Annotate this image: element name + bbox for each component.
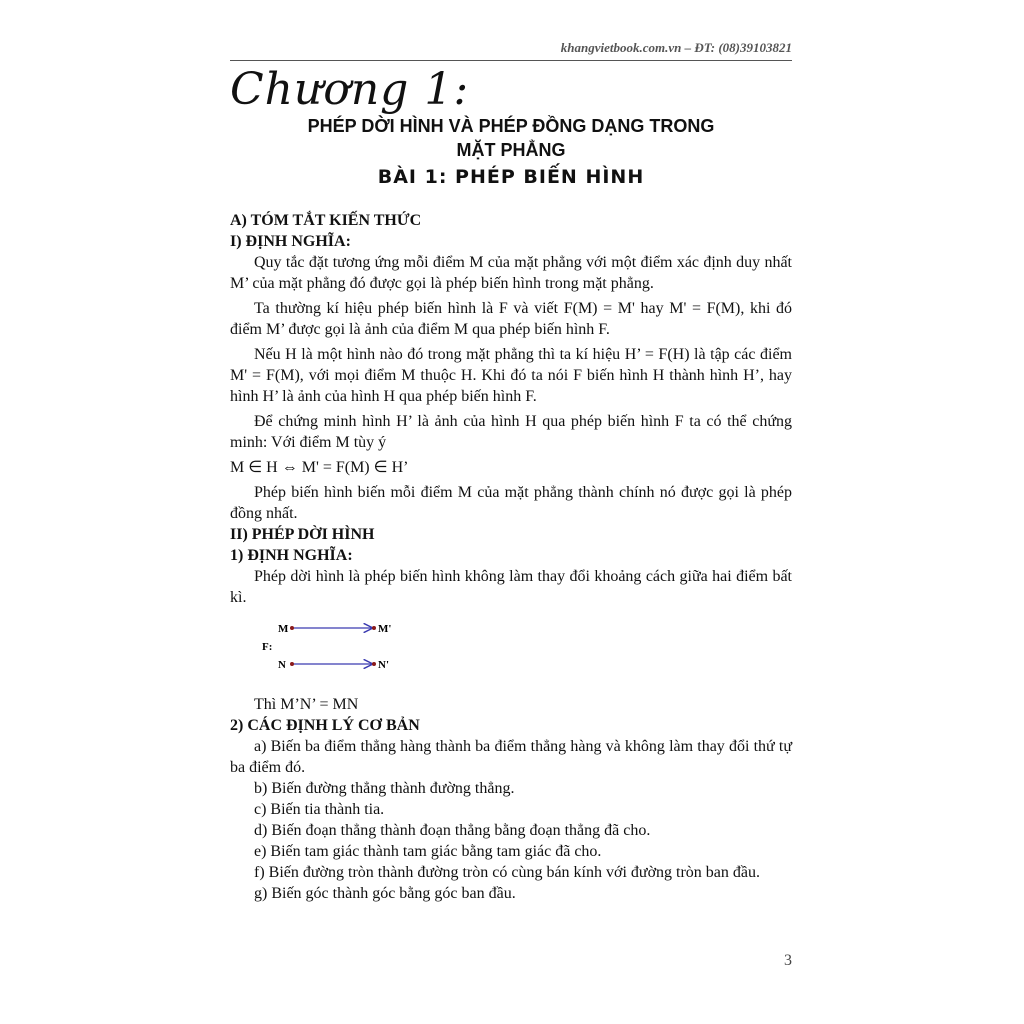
chapter-heading-line1: PHÉP DỜI HÌNH VÀ PHÉP ĐỒNG DẠNG TRONG bbox=[307, 116, 715, 136]
paragraph-distance: Thì M’N’ = MN bbox=[254, 696, 359, 713]
chapter-title: Chương 1: bbox=[230, 64, 470, 115]
image-set-text-1: Nếu H là một hình nào đó trong mặt phẳng thì ta kí hiệu H’ = F(H) là tập các điểm bbox=[254, 346, 792, 363]
theorem-item-c: c) Biến tia thành tia. bbox=[254, 801, 385, 818]
point-n-prime-dot bbox=[372, 662, 376, 666]
main-content bbox=[230, 210, 792, 904]
formula-proof: M ∈ H ⇔ M' = F(M) ∈ H’ bbox=[230, 459, 409, 476]
section-heading-a: A) TÓM TẮT KIẾN THỨC bbox=[230, 212, 422, 229]
point-n-dot bbox=[290, 662, 294, 666]
formula-f-m: F(M) = M' bbox=[563, 300, 635, 317]
paragraph-proof: Để chứng minh hình H’ là ảnh của hình H qua phép biến hình F ta có thể chứng minh: Với điểm M tùy ý bbox=[230, 413, 792, 451]
theorem-item-a: a) Biến ba điểm thẳng hàng thành ba điểm thẳng hàng và không làm thay đổi thứ tự ba điểm đó. bbox=[230, 738, 792, 776]
label-m: M bbox=[278, 623, 289, 635]
chapter-heading-line2: MẶT PHẲNG bbox=[456, 140, 566, 160]
label-n-prime: N' bbox=[378, 659, 389, 671]
label-n: N bbox=[278, 659, 286, 671]
notation-text-3: , khi đó điểm M’ được gọi là ảnh của điểm M qua phép biến hình F. bbox=[230, 300, 793, 338]
label-f: F: bbox=[262, 641, 273, 653]
point-m-dot bbox=[290, 626, 294, 630]
theorem-item-d: d) Biến đoạn thẳng thành đoạn thẳng bằng đoạn thẳng đã cho. bbox=[254, 822, 651, 839]
subsection-theorems: 2) CÁC ĐỊNH LÝ CƠ BẢN bbox=[230, 717, 420, 734]
paragraph-definition: Quy tắc đặt tương ứng mỗi điểm M của mặt phẳng với một điểm xác định duy nhất M’ của mặt phẳng đó được gọi là phép biến hình trong mặt phẳng. bbox=[230, 254, 792, 292]
formula-image-set: M' = F(M) bbox=[230, 367, 300, 384]
paragraph-image-set bbox=[230, 344, 792, 407]
paragraph-notation bbox=[230, 298, 792, 340]
point-m-prime-dot bbox=[372, 626, 376, 630]
header-rule bbox=[230, 60, 792, 61]
isometry-diagram bbox=[260, 616, 460, 688]
paragraph-identity: Phép biến hình biến mỗi điểm M của mặt phẳng thành chính nó được gọi là phép đồng nhất. bbox=[230, 484, 792, 522]
page-number: 3 bbox=[784, 952, 792, 969]
theorem-item-g: g) Biến góc thành góc bằng góc ban đầu. bbox=[254, 885, 516, 902]
image-set-text-2: , với mọi điểm M thuộc H. Khi đó ta nói F biến hình H thành hình H’, hay hình H’ là ảnh của hình H qua phép biến hình F. bbox=[230, 367, 793, 405]
notation-text-1: Ta thường kí hiệu phép biến hình là F và viết bbox=[254, 300, 559, 317]
lesson-title: BÀI 1: PHÉP BIẾN HÌNH bbox=[377, 166, 645, 188]
subsection-definition: I) ĐỊNH NGHĨA: bbox=[230, 233, 351, 250]
notation-text-2: hay bbox=[640, 300, 664, 317]
label-m-prime: M' bbox=[378, 623, 392, 635]
theorem-item-e: e) Biến tam giác thành tam giác bằng tam giác đã cho. bbox=[254, 843, 602, 860]
isometry-arrows-svg bbox=[260, 616, 460, 688]
subsection-isometry-definition: 1) ĐỊNH NGHĨA: bbox=[230, 547, 353, 564]
paragraph-isometry: Phép dời hình là phép biến hình không làm thay đổi khoảng cách giữa hai điểm bất kì. bbox=[230, 568, 792, 606]
page-header: khangvietbook.com.vn – ĐT: (08)39103821 bbox=[560, 40, 792, 55]
formula-m-prime: M' = F(M) bbox=[669, 300, 741, 317]
section-heading-isometry: II) PHÉP DỜI HÌNH bbox=[230, 526, 375, 543]
theorem-item-f: f) Biến đường tròn thành đường tròn có cùng bán kính với đường tròn ban đầu. bbox=[254, 864, 760, 881]
theorem-item-b: b) Biến đường thẳng thành đường thẳng. bbox=[254, 780, 515, 797]
